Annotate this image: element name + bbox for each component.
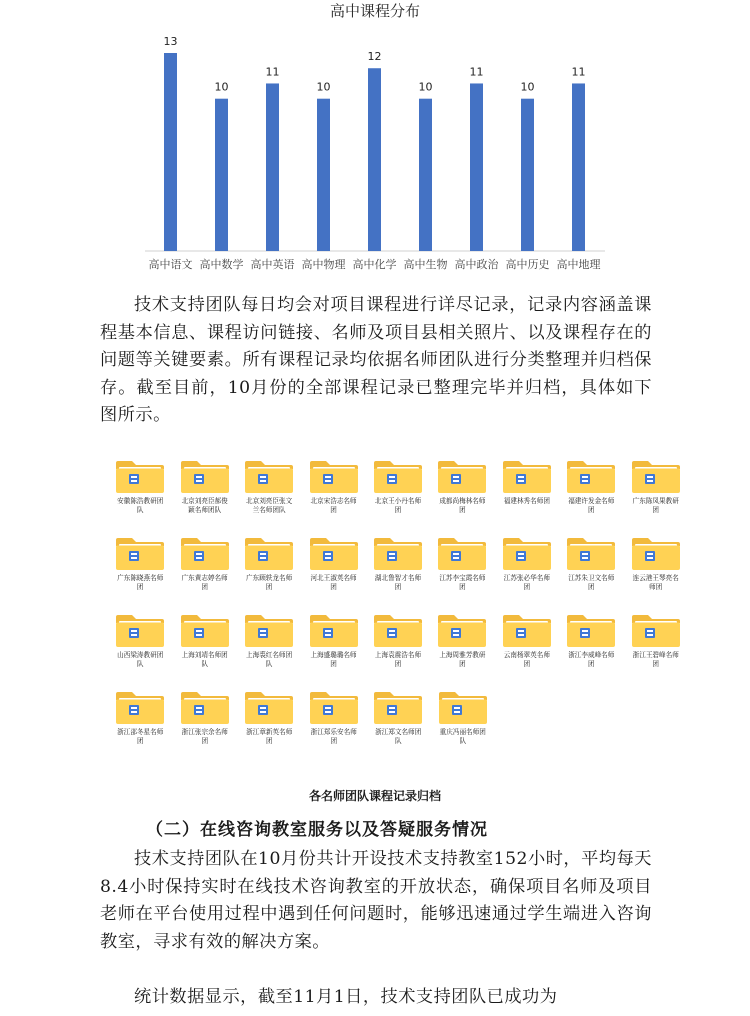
folder-icon — [566, 537, 616, 571]
folder-icon — [373, 691, 423, 725]
folder-item[interactable] — [431, 691, 496, 768]
folder-label: 浙江郑乐安名师团 — [310, 728, 357, 745]
course-distribution-chart — [0, 0, 750, 285]
x-tick-label: 高中生物 — [403, 258, 448, 271]
folder-icon — [437, 614, 487, 648]
folder-label: 浙江王碧峰名师团 — [632, 651, 679, 668]
data-label: 10 — [418, 80, 433, 94]
folder-item[interactable] — [237, 614, 301, 691]
folder-label: 重庆冯丽名师团队 — [439, 728, 486, 745]
folder-icon — [566, 614, 616, 648]
folder-icon — [115, 460, 165, 494]
folder-label: 广东陈晓燕名师团 — [117, 574, 164, 591]
folder-label: 上海周雅芳教研团 — [439, 651, 486, 668]
folder-icon — [309, 691, 359, 725]
folder-label: 北京刘亮臣郝俊颖名师团队 — [181, 497, 228, 514]
folder-item[interactable] — [302, 691, 367, 768]
folder-label: 成都尚梅林名师团 — [439, 497, 486, 514]
bar-高中语文 — [164, 53, 177, 251]
folder-label: 上海盛璐璐名师团 — [310, 651, 357, 668]
folder-label: 福建许发金名师团 — [568, 497, 615, 514]
folder-item[interactable] — [495, 460, 559, 537]
folder-icon — [180, 691, 230, 725]
x-tick-label: 高中地理 — [556, 258, 601, 271]
data-label: 11 — [469, 65, 484, 79]
bar-高中历史 — [521, 99, 534, 251]
folder-item[interactable] — [430, 537, 494, 614]
folder-label: 浙江张宗余名师团 — [181, 728, 228, 745]
folder-label: 江苏李宝霞名师团 — [439, 574, 486, 591]
folder-label: 上海袁震浩名师团 — [374, 651, 422, 668]
data-label: 11 — [571, 65, 586, 79]
folder-item[interactable] — [172, 537, 236, 614]
folder-icon — [502, 614, 552, 648]
folder-item[interactable] — [237, 537, 301, 614]
folder-item[interactable] — [624, 537, 688, 614]
data-label: 10 — [520, 80, 535, 94]
x-tick-label: 高中物理 — [301, 258, 346, 271]
folder-icon — [502, 537, 552, 571]
folder-icon — [180, 614, 230, 648]
folder-item[interactable] — [366, 691, 431, 768]
folder-icon — [244, 460, 294, 494]
folder-label: 北京王小丹名师团 — [374, 497, 422, 514]
folder-item[interactable] — [173, 691, 238, 768]
folder-icon — [309, 614, 359, 648]
folder-item[interactable] — [559, 537, 623, 614]
data-label: 12 — [367, 50, 382, 64]
folder-label: 广东顾轶龙名师团 — [246, 574, 293, 591]
folder-label: 广东黄志婷名师团 — [181, 574, 228, 591]
folder-item[interactable] — [172, 460, 236, 537]
folder-label: 连云港王琴亮名师团 — [632, 574, 679, 591]
folder-icon — [631, 460, 681, 494]
folder-label: 福建林秀名师团 — [503, 497, 550, 505]
bar-高中数学 — [215, 99, 228, 251]
folder-label: 云南杨翠英名师团 — [503, 651, 550, 668]
folder-item[interactable] — [366, 460, 430, 537]
folder-label: 北京宋浩志名师团 — [310, 497, 357, 514]
folder-item[interactable] — [108, 691, 173, 768]
folder-item[interactable] — [108, 537, 172, 614]
folder-label: 湖北鲁智才名师团 — [374, 574, 422, 591]
folder-row — [108, 614, 688, 691]
x-tick-label: 高中历史 — [505, 258, 550, 271]
folder-item[interactable] — [559, 460, 623, 537]
folder-icon — [244, 614, 294, 648]
folder-item[interactable] — [559, 614, 623, 691]
folder-label: 河北王淑英名师团 — [310, 574, 357, 591]
bar-高中物理 — [317, 99, 330, 251]
folder-item[interactable] — [366, 614, 430, 691]
folder-item[interactable] — [172, 614, 236, 691]
folder-row — [108, 537, 688, 614]
folder-icon — [631, 614, 681, 648]
folder-icon — [309, 537, 359, 571]
folder-label: 浙江李威峰名师团 — [568, 651, 615, 668]
folder-icon — [566, 460, 616, 494]
folder-icon — [373, 537, 423, 571]
x-tick-label: 高中英语 — [250, 258, 295, 271]
paragraph-statistics: 统计数据显示，截至11月1日，技术支持团队已成功为 — [134, 987, 558, 1007]
data-label: 11 — [265, 65, 280, 79]
folder-label: 浙江章新英名师团 — [246, 728, 293, 745]
bar-高中政治 — [470, 83, 483, 251]
folder-label: 上海裘红名师团队 — [246, 651, 293, 668]
paragraph-course-records: 技术支持团队每日均会对项目课程进行详尽记录，记录内容涵盖课程基本信息、课程访问链接、名师及项目县相关照片、以及课程存在的问题等关键要素。所有课程记录均依据名师团队进行分类整理并归档保存。截至目前，10月份的全部课程记录已整理完毕并归档，具体如下图所示。 — [100, 295, 652, 425]
folder-item[interactable] — [108, 614, 172, 691]
figure-caption: 各名师团队课程记录归档 — [308, 789, 441, 803]
bar-高中生物 — [419, 99, 432, 251]
folder-label: 广东陈凤果教研团 — [632, 497, 679, 514]
folder-icon — [438, 691, 488, 725]
folder-icon — [437, 537, 487, 571]
folder-item[interactable] — [430, 614, 494, 691]
folder-item[interactable] — [301, 537, 365, 614]
x-tick-label: 高中政治 — [454, 258, 499, 271]
x-tick-label: 高中语文 — [148, 258, 193, 271]
folder-row — [108, 691, 688, 768]
bar-高中英语 — [266, 83, 279, 251]
data-label: 13 — [163, 35, 178, 48]
folder-item[interactable] — [624, 460, 688, 537]
folder-item[interactable] — [495, 614, 559, 691]
folder-icon — [373, 614, 423, 648]
folder-item[interactable] — [237, 460, 301, 537]
folder-label: 江苏张必华名师团 — [503, 574, 550, 591]
bar-高中化学 — [368, 68, 381, 251]
folder-icon — [115, 614, 165, 648]
folder-item[interactable] — [366, 537, 430, 614]
folder-icon — [631, 537, 681, 571]
folder-item[interactable] — [108, 460, 172, 537]
folder-item[interactable] — [237, 691, 302, 768]
folder-icon — [115, 537, 165, 571]
folder-label: 上海刘靖名师团队 — [181, 651, 228, 668]
folder-icon — [180, 537, 230, 571]
folder-icon — [244, 691, 294, 725]
x-tick-label: 高中化学 — [352, 258, 397, 271]
folder-icon — [115, 691, 165, 725]
bar-高中地理 — [572, 83, 585, 251]
folder-row — [108, 460, 688, 537]
folder-label: 浙江邵冬星名师团 — [117, 728, 164, 745]
folder-icon — [309, 460, 359, 494]
folder-label: 江苏朱卫文名师团 — [568, 574, 615, 591]
folder-label: 山西梁涛教研团队 — [117, 651, 164, 668]
folder-item[interactable] — [301, 614, 365, 691]
folder-label: 北京刘亮臣张文兰名师团队 — [246, 497, 293, 514]
paragraph-consult-classroom: 技术支持团队在10月份共计开设技术支持教室152小时，平均每天8.4小时保持实时在线技术咨询教室的开放状态，确保项目名师及项目老师在平台使用过程中遇到任何问题时，能够迅速通过学生端进入咨询教室，寻求有效的解决方案。 — [100, 849, 652, 952]
folder-item[interactable] — [301, 460, 365, 537]
data-label: 10 — [214, 80, 229, 94]
x-tick-label: 高中数学 — [199, 258, 244, 271]
chart-title: 高中课程分布 — [329, 2, 421, 20]
folder-icon — [502, 460, 552, 494]
folder-item[interactable] — [624, 614, 688, 691]
section-heading: （二）在线咨询教室服务以及答疑服务情况 — [146, 820, 488, 840]
folder-item[interactable] — [430, 460, 494, 537]
data-label: 10 — [316, 80, 331, 94]
folder-icon — [180, 460, 230, 494]
folder-label: 安徽陈浩教研团队 — [117, 497, 164, 514]
folder-item[interactable] — [495, 537, 559, 614]
folder-icon — [244, 537, 294, 571]
folder-icon — [437, 460, 487, 494]
folder-label: 浙江郑文名师团队 — [375, 728, 422, 745]
folder-grid — [108, 460, 688, 768]
folder-icon — [373, 460, 423, 494]
